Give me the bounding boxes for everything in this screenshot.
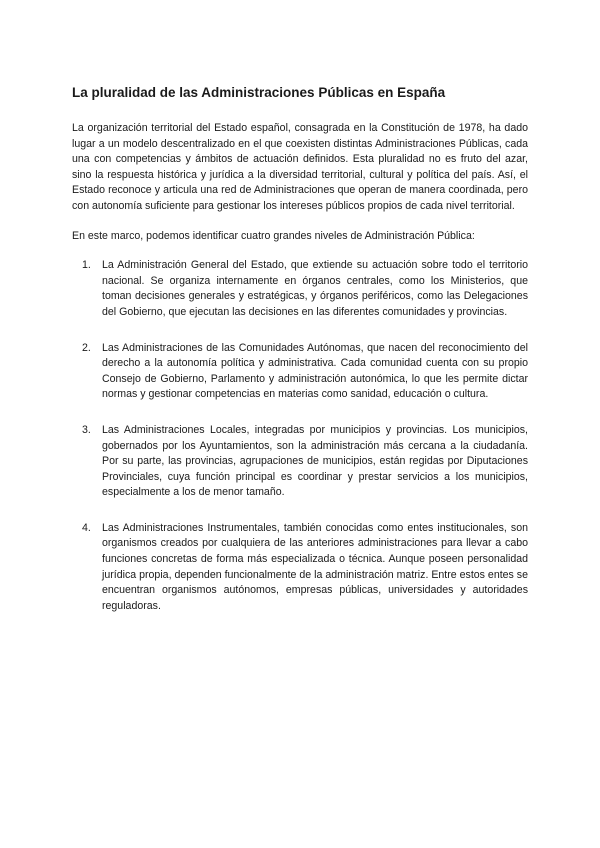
list-item-number: 2. — [82, 341, 91, 354]
list-item-number: 4. — [82, 521, 91, 534]
list-item-number: 1. — [82, 259, 91, 272]
list-item-text: Las Administraciones Instrumentales, también conocidas como entes institucionales, son organismos creados por cualquiera de las anteriores administraciones para llevar a cabo funciones concretas de forma más especializada o técnica. Aunque poseen personalidad jurídica propia, dependen funcionalmente de la administración matriz. Entre estos entes se encuentran organismos autónomos, empresas públicas, universidades y autoridades reguladoras. — [102, 521, 528, 612]
intro-paragraph: La organización territorial del Estado español, consagrada en la Constitución de 1978, ha dado lugar a un modelo descentralizado en el que coexisten distintas Administraciones Públicas, cada una con competencias y ámbitos de actuación definidos. Esta pluralidad no es fruto del azar, sino la respuesta histórica y jurídica a la diversidad territorial, cultural y política del país. Así, el Estado reconoce y articula una red de Administraciones que operan de manera coordinada, pero con autonomía suficiente para gestionar los intereses públicos propios de cada nivel territorial. — [72, 122, 528, 212]
list-item-text: La Administración General del Estado, que extiende su actuación sobre todo el territorio nacional. Se organiza internamente en órganos centrales, como los Ministerios, que toman decisiones generales y estratégicas, y órganos periféricos, como las Delegaciones del Gobierno, que ejecutan las decisiones en las diferentes comunidades y provincias. — [102, 259, 528, 318]
list-item — [72, 423, 528, 501]
list-item — [72, 521, 528, 615]
document-title: La pluralidad de las Administraciones Públicas en España — [72, 85, 446, 100]
list-item-number: 3. — [82, 423, 91, 436]
list-item — [72, 258, 528, 320]
list-item — [72, 341, 528, 403]
list-item-text: Las Administraciones de las Comunidades Autónomas, que nacen del reconocimiento del derecho a la autonomía política y administrativa. Cada comunidad cuenta con su propio Consejo de Gobierno, Parlamento y administración autonómica, lo que les permite dictar normas y gestionar competencias en materias como sanidad, educación o cultura. — [102, 341, 528, 401]
administration-levels-list — [72, 258, 528, 614]
list-item-text: Las Administraciones Locales, integradas por municipios y provincias. Los municipios, gobernados por los Ayuntamientos, son la administración más cercana a la ciudadanía. Por su parte, las provincias, agrupaciones de municipios, están regidas por Diputaciones Provinciales, cuya función principal es coordinar y prestar servicios a los municipios, especialmente a los de menor tamaño. — [102, 423, 528, 499]
lead-paragraph: En este marco, podemos identificar cuatro grandes niveles de Administración Pública: — [72, 229, 475, 242]
document-page — [72, 84, 528, 634]
